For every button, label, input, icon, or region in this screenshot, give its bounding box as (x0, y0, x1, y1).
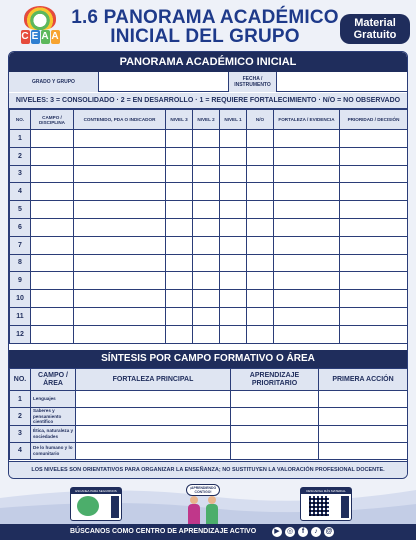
campo-cell[interactable] (31, 325, 74, 343)
contenido-cell[interactable] (74, 272, 166, 290)
table-row (10, 165, 408, 183)
campo-cell[interactable] (31, 236, 74, 254)
teacher-illustration (188, 496, 200, 524)
no-observado-cell[interactable] (247, 290, 274, 308)
section2-title: SÍNTESIS POR CAMPO FORMATIVO O ÁREA (9, 350, 407, 368)
table-row (10, 325, 408, 343)
logo-letters (20, 30, 60, 46)
worksheet-card (8, 51, 408, 479)
aprendizaje-prioritario-cell[interactable] (231, 408, 319, 426)
nivel2-cell[interactable] (193, 201, 220, 219)
col-nivel2: NIVEL 2 (193, 110, 220, 130)
qr-code-icon (309, 496, 329, 516)
nivel2-cell[interactable] (193, 325, 220, 343)
aprendizaje-prioritario-cell[interactable] (231, 442, 319, 459)
col2-campo-line1: CAMPO / (38, 371, 68, 379)
no-observado-cell[interactable] (247, 307, 274, 325)
row-number: 6 (10, 218, 31, 236)
teacher-head (190, 496, 198, 504)
no-observado-cell[interactable] (247, 218, 274, 236)
instagram-icon[interactable]: ◎ (286, 528, 294, 535)
aprendizaje-prioritario-cell[interactable] (231, 391, 319, 408)
badge-line2: Gratuito (353, 29, 397, 41)
nivel2-cell[interactable] (193, 272, 220, 290)
campo-cell[interactable] (31, 272, 74, 290)
table-row (10, 272, 408, 290)
date-label (229, 72, 277, 92)
speech-bubble: ¡APRENDIENDO CONTIGO! (186, 484, 220, 496)
prioridad-cell[interactable] (340, 290, 408, 308)
footer-slogan: BÚSCANOS COMO CENTRO DE APRENDIZAJE ACTIVO (70, 528, 257, 535)
campo-cell[interactable] (31, 201, 74, 219)
nivel2-cell[interactable] (193, 183, 220, 201)
row-number: 4 (10, 183, 31, 201)
table-row (10, 218, 408, 236)
col2-no: NO. (10, 369, 31, 391)
section1-title: PANORAMA ACADÉMICO INICIAL (9, 52, 407, 72)
prioridad-cell[interactable] (340, 307, 408, 325)
nivel3-cell[interactable] (166, 218, 193, 236)
prioridad-cell[interactable] (340, 130, 408, 148)
nivel3-cell[interactable] (166, 130, 193, 148)
col-no-observado: N/O (247, 110, 274, 130)
fortaleza-principal-cell[interactable] (76, 408, 231, 426)
nivel1-cell[interactable] (220, 165, 247, 183)
col-campo (31, 110, 74, 130)
col-nivel3: NIVEL 3 (166, 110, 193, 130)
date-label-line1: FECHA / (242, 76, 263, 82)
qr-side-strip (341, 496, 349, 518)
badge-line1: Material (354, 17, 396, 29)
col2-aprendizaje-line2: PRIORITARIO (251, 379, 298, 387)
col-no: NO. (10, 110, 31, 130)
nivel1-cell[interactable] (220, 183, 247, 201)
fortaleza-cell[interactable] (274, 325, 340, 343)
contenido-cell[interactable] (74, 254, 166, 272)
prioridad-cell[interactable] (340, 147, 408, 165)
footnote: LOS NIVELES SON ORIENTATIVOS PARA ORGANIZAR LA ENSEÑANZA; NO SUSTITUYEN LA VALORACIÓN PROFESIONAL DOCENTE. (9, 461, 407, 478)
info-row (9, 72, 407, 92)
nivel3-cell[interactable] (166, 325, 193, 343)
no-observado-cell[interactable] (247, 130, 274, 148)
primera-accion-cell[interactable] (319, 391, 408, 408)
fortaleza-cell[interactable] (274, 272, 340, 290)
date-label-line2: INSTRUMENTO (234, 82, 271, 88)
contenido-cell[interactable] (74, 307, 166, 325)
table-row (10, 183, 408, 201)
primera-accion-cell[interactable] (319, 408, 408, 426)
table-row (10, 254, 408, 272)
qr-side-strip (111, 496, 119, 518)
campo-cell[interactable] (31, 307, 74, 325)
fortaleza-cell[interactable] (274, 147, 340, 165)
prioridad-cell[interactable] (340, 325, 408, 343)
table-row (10, 130, 408, 148)
table-body (10, 130, 408, 344)
nivel1-cell[interactable] (220, 236, 247, 254)
nivel2-cell[interactable] (193, 218, 220, 236)
student-body (206, 504, 218, 524)
synthesis-area: Ética, naturaleza y sociedades (31, 425, 76, 442)
campo-cell[interactable] (31, 254, 74, 272)
col-fortaleza: FORTALEZA / EVIDENCIA (274, 110, 340, 130)
campo-cell[interactable] (31, 165, 74, 183)
campo-cell[interactable] (31, 218, 74, 236)
download-qr-tag: DESCARGA MÁS MATERIAL (301, 488, 351, 494)
col-contenido: CONTENIDO, PDA O INDICADOR (74, 110, 166, 130)
student-head (208, 496, 216, 504)
synthesis-table (9, 368, 408, 460)
primera-accion-cell[interactable] (319, 442, 408, 459)
page-title-line2: INICIAL DEL GRUPO (110, 26, 300, 47)
synthesis-header-row (10, 369, 408, 391)
prioridad-cell[interactable] (340, 254, 408, 272)
no-observado-cell[interactable] (247, 165, 274, 183)
prioridad-cell[interactable] (340, 183, 408, 201)
primera-accion-cell[interactable] (319, 425, 408, 442)
nivel2-cell[interactable] (193, 147, 220, 165)
date-input-cell[interactable] (277, 72, 407, 92)
fortaleza-principal-cell[interactable] (76, 391, 231, 408)
prioridad-cell[interactable] (340, 218, 408, 236)
nivel3-cell[interactable] (166, 272, 193, 290)
table-header-row (10, 110, 408, 130)
nivel1-cell[interactable] (220, 254, 247, 272)
col2-accion: PRIMERA ACCIÓN (319, 369, 408, 391)
nivel1-cell[interactable] (220, 218, 247, 236)
header (0, 0, 416, 50)
contenido-cell[interactable] (74, 218, 166, 236)
nivel3-cell[interactable] (166, 290, 193, 308)
grade-label: GRADO Y GRUPO (9, 72, 99, 92)
nivel2-cell[interactable] (193, 254, 220, 272)
download-qr-card[interactable] (300, 487, 352, 521)
nivel3-cell[interactable] (166, 147, 193, 165)
table-row (10, 290, 408, 308)
aprendizaje-prioritario-cell[interactable] (231, 425, 319, 442)
no-observado-cell[interactable] (247, 183, 274, 201)
col2-fortaleza: FORTALEZA PRINCIPAL (76, 369, 231, 391)
synthesis-row-number: 3 (10, 425, 31, 442)
nivel2-cell[interactable] (193, 236, 220, 254)
fortaleza-cell[interactable] (274, 201, 340, 219)
nivel1-cell[interactable] (220, 201, 247, 219)
page-title-line1: 1.6 PANORAMA ACADÉMICO (71, 7, 339, 28)
no-observado-cell[interactable] (247, 236, 274, 254)
fortaleza-principal-cell[interactable] (76, 425, 231, 442)
nivel3-cell[interactable] (166, 183, 193, 201)
col-nivel1: NIVEL 1 (220, 110, 247, 130)
row-number: 2 (10, 147, 31, 165)
facebook-icon[interactable]: f (298, 527, 308, 537)
no-observado-cell[interactable] (247, 201, 274, 219)
synthesis-row (10, 408, 408, 426)
no-observado-cell[interactable] (247, 325, 274, 343)
fortaleza-cell[interactable] (274, 236, 340, 254)
table-row (10, 236, 408, 254)
row-number: 5 (10, 201, 31, 219)
nivel2-cell[interactable] (193, 307, 220, 325)
prioridad-cell[interactable] (340, 201, 408, 219)
contenido-cell[interactable] (74, 183, 166, 201)
row-number: 1 (10, 130, 31, 148)
fortaleza-cell[interactable] (274, 183, 340, 201)
heart-icon (77, 496, 99, 516)
logo-letter: A (41, 31, 49, 42)
table-row (10, 201, 408, 219)
table-row (10, 307, 408, 325)
nivel1-cell[interactable] (220, 130, 247, 148)
synthesis-area: De lo humano y lo comunitario (31, 442, 76, 459)
fortaleza-cell[interactable] (274, 254, 340, 272)
synthesis-body (10, 391, 408, 460)
logo-emblem-icon (24, 6, 56, 30)
no-observado-cell[interactable] (247, 254, 274, 272)
row-number: 8 (10, 254, 31, 272)
follow-qr-card[interactable] (70, 487, 122, 521)
nivel1-cell[interactable] (220, 325, 247, 343)
nivel3-cell[interactable] (166, 254, 193, 272)
contenido-cell[interactable] (74, 325, 166, 343)
row-number: 11 (10, 307, 31, 325)
prioridad-cell[interactable] (340, 272, 408, 290)
prioridad-cell[interactable] (340, 165, 408, 183)
campo-cell[interactable] (31, 130, 74, 148)
row-number: 7 (10, 236, 31, 254)
fortaleza-principal-cell[interactable] (76, 442, 231, 459)
nivel3-cell[interactable] (166, 165, 193, 183)
row-number: 9 (10, 272, 31, 290)
fortaleza-cell[interactable] (274, 307, 340, 325)
fortaleza-cell[interactable] (274, 290, 340, 308)
footer-bar (0, 524, 416, 540)
col2-campo (31, 369, 76, 391)
contenido-cell[interactable] (74, 147, 166, 165)
fortaleza-cell[interactable] (274, 130, 340, 148)
tiktok-icon[interactable]: ♪ (311, 527, 321, 537)
synthesis-row-number: 2 (10, 408, 31, 426)
prioridad-cell[interactable] (340, 236, 408, 254)
nivel2-cell[interactable] (193, 165, 220, 183)
teacher-body (188, 504, 200, 524)
synthesis-area: Lenguajes (31, 391, 76, 408)
nivel2-cell[interactable] (193, 130, 220, 148)
nivel2-cell[interactable] (193, 290, 220, 308)
contenido-cell[interactable] (74, 236, 166, 254)
nivel3-cell[interactable] (166, 307, 193, 325)
col-campo-line1: CAMPO / (42, 114, 62, 120)
nivel1-cell[interactable] (220, 307, 247, 325)
col2-aprendizaje (231, 369, 319, 391)
no-observado-cell[interactable] (247, 272, 274, 290)
table-row (10, 147, 408, 165)
col-prioridad: PRIORIDAD / DECISIÓN (340, 110, 408, 130)
free-material-badge (340, 14, 410, 44)
row-number: 10 (10, 290, 31, 308)
nivel3-cell[interactable] (166, 236, 193, 254)
contenido-cell[interactable] (74, 290, 166, 308)
page-title (70, 8, 340, 46)
row-number: 3 (10, 165, 31, 183)
row-number: 12 (10, 325, 31, 343)
student-illustration (206, 496, 218, 524)
synthesis-area: Saberes y pensamiento científico (31, 408, 76, 426)
nivel1-cell[interactable] (220, 147, 247, 165)
contenido-cell[interactable] (74, 201, 166, 219)
logo-letter: E (31, 31, 39, 42)
campo-cell[interactable] (31, 290, 74, 308)
fortaleza-cell[interactable] (274, 165, 340, 183)
synthesis-row-number: 4 (10, 442, 31, 459)
col2-aprendizaje-line1: APRENDIZAJE (249, 371, 300, 379)
logo-letter: A (51, 31, 59, 42)
threads-icon[interactable]: @ (325, 528, 333, 535)
campo-cell[interactable] (31, 183, 74, 201)
contenido-cell[interactable] (74, 165, 166, 183)
synthesis-row (10, 442, 408, 459)
campo-cell[interactable] (31, 147, 74, 165)
synthesis-row (10, 391, 408, 408)
nivel1-cell[interactable] (220, 290, 247, 308)
fortaleza-cell[interactable] (274, 218, 340, 236)
youtube-icon[interactable]: ▶ (272, 527, 282, 537)
follow-qr-tag: ESCANEA PARA SEGUIRNOS (71, 488, 121, 494)
synthesis-row-number: 1 (10, 391, 31, 408)
grade-input-cell[interactable] (99, 72, 229, 92)
synthesis-row (10, 425, 408, 442)
academic-panorama-table (9, 109, 408, 344)
nivel3-cell[interactable] (166, 201, 193, 219)
nivel1-cell[interactable] (220, 272, 247, 290)
no-observado-cell[interactable] (247, 147, 274, 165)
col2-campo-line2: ÁREA (43, 379, 63, 387)
logo-letter: C (21, 31, 29, 42)
ceaa-logo (16, 6, 64, 48)
contenido-cell[interactable] (74, 130, 166, 148)
col-campo-line2: DISCIPLINA (38, 119, 66, 125)
levels-legend: NIVELES: 3 = CONSOLIDADO · 2 = EN DESARROLLO · 1 = REQUIERE FORTALECIMIENTO · N/O = NO OBSERVADO (9, 93, 407, 109)
